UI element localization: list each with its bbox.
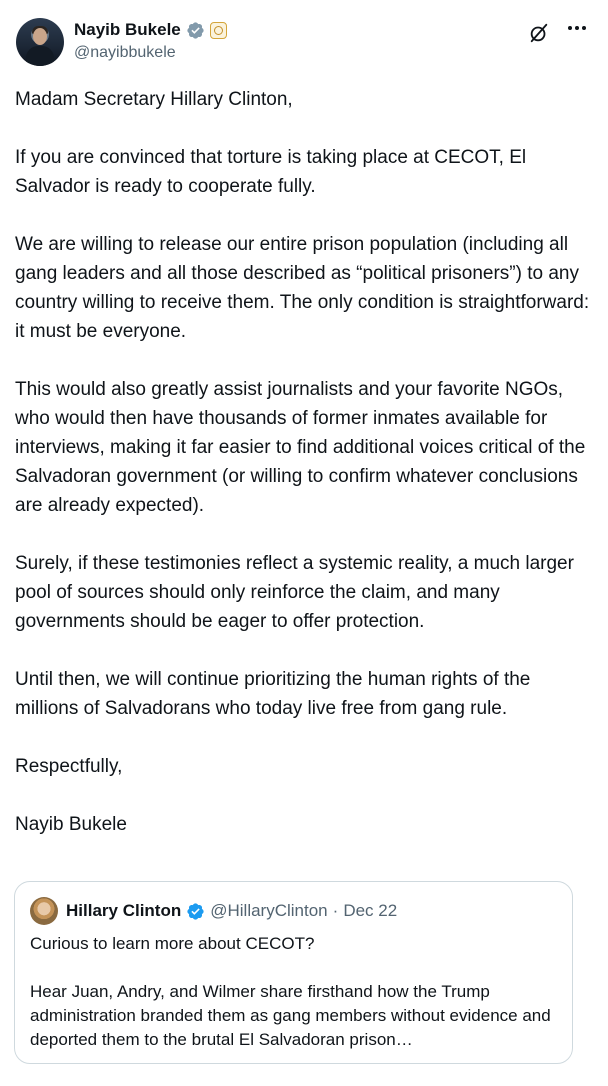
quoted-author-display-name[interactable]: Hillary Clinton — [66, 901, 182, 920]
post-paragraph: We are willing to release our entire prison population (including all gang leaders and all those described as “political prisoners”) to any country willing to receive them. The only condition is straightforward: it must be everyone. — [15, 234, 590, 342]
quoted-post-body — [30, 932, 560, 1052]
post-paragraph: Surely, if these testimonies reflect a systemic reality, a much larger pool of sources should only reinforce the claim, and many governments should be eager to offer protection. — [15, 553, 574, 632]
author-avatar[interactable] — [16, 18, 64, 66]
verified-badge-icon[interactable] — [186, 21, 205, 40]
quoted-post-line: Curious to learn more about CECOT? — [30, 934, 315, 953]
post-paragraph: This would also greatly assist journalists and your favorite NGOs, who would then have thousands of former inmates available for interviews, making it far easier to find additional voices critical of the Salvadoran government (or willing to confirm whatever conclusions are already expected). — [15, 379, 586, 516]
post-paragraph: If you are convinced that torture is taking place at CECOT, El Salvador is ready to cooperate fully. — [15, 147, 527, 197]
avatar-face — [33, 28, 47, 45]
grok-icon[interactable] — [528, 22, 550, 44]
verified-badge-icon[interactable] — [186, 902, 205, 921]
post-paragraph: Madam Secretary Hillary Clinton, — [15, 89, 293, 110]
post-paragraph: Nayib Bukele — [15, 814, 127, 835]
avatar-torso — [26, 46, 54, 66]
author-handle[interactable]: @nayibbukele — [74, 44, 176, 61]
quoted-post-line: Hear Juan, Andry, and Wilmer share firsthand how the Trump administration branded them as gang members without evidence and deported them to the brutal El Salvadoran prison… — [30, 982, 551, 1049]
government-affiliation-badge-icon[interactable] — [210, 22, 227, 39]
quoted-post-header — [30, 897, 397, 925]
post-body — [15, 85, 590, 839]
quoted-author-avatar[interactable] — [30, 897, 58, 925]
post-header — [16, 16, 592, 68]
post-paragraph: Until then, we will continue prioritizing the human rights of the millions of Salvadorans who today live free from gang rule. — [15, 669, 531, 719]
post-paragraph: Respectfully, — [15, 756, 123, 777]
separator-dot: · — [332, 901, 339, 920]
quoted-post-card[interactable] — [14, 881, 573, 1064]
author-display-name[interactable]: Nayib Bukele — [74, 20, 181, 39]
more-options-icon[interactable] — [568, 26, 588, 32]
quoted-post-date[interactable]: Dec 22 — [343, 901, 398, 920]
quoted-author-handle[interactable]: @HillaryClinton — [210, 901, 328, 920]
author-name-row — [74, 20, 227, 40]
